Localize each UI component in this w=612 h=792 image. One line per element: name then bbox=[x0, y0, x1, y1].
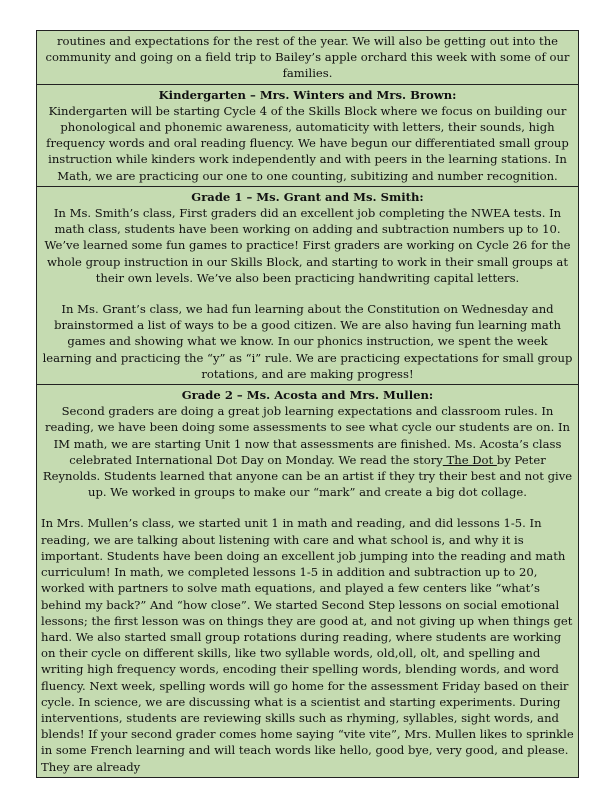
kindergarten-heading: Kindergarten – Mrs. Winters and Mrs. Brown: bbox=[158, 87, 457, 102]
grade2-paragraph-mullen: In Mrs. Mullen’s class, we started unit 1 in math and reading, and did lessons 1-5. In reading, we are talking about listening with care and what school is, and why it is important. Students have been doing an excellent job jumping into the reading and math curriculum! In math, we completed lessons 1-5 in addition and subtraction up to 20, worked with partners to solve math equations, and played a few centers like “what’s behind my back?” And “how close”. We started Second Step lessons on social emotional lessons; the first lesson was on things they are good at, and not giving up when things get hard. We also started small group rotations during reading, where students are working on their cycle on different skills, like two syllable words, old,oll, olt, and spelling and writing high frequency words, encoding their spelling words, blending words, and word fluency. Next week, spelling words will go home for the assessment Friday based on their cycle. In science, we are discussing what is a scientist and starting experiments. During interventions, students are reviewing skills such as rhyming, syllables, sight words, and blends! If your second grader comes home saying “vite vite”, Mrs. Mullen likes to sprinkle in some French learning and will teach words like hello, good bye, very good, and please. They are already bbox=[41, 516, 574, 774]
book-title: The Dot bbox=[442, 452, 497, 467]
grade2-heading: Grade 2 – Ms. Acosta and Mrs. Mullen: bbox=[181, 388, 434, 403]
grade1-paragraph-smith: In Ms. Smith’s class, First graders did an excellent job completing the NWEA tests. In math class, students have been working on adding and subtraction numbers up to 10. We’ve learned some fun games to practice! First graders are working on Cycle 26 for the whole group instruction in our Skills Block, and starting to work in their small groups at their own levels. We’ve also been practicing handwriting capital letters. bbox=[44, 206, 571, 285]
kindergarten-cell bbox=[37, 84, 578, 186]
grade1-paragraph-grant: In Ms. Grant’s class, we had fun learning about the Constitution on Wednesday and brainstormed a list of ways to be a good citizen. We are also having fun learning math games and showing what we know. In our phonics instruction, we spent the week learning and practicing the “y” as “i” rule. We are practicing expectations for small group rotations, and are making progress! bbox=[42, 302, 573, 381]
grade2-cell bbox=[37, 384, 578, 777]
grade1-heading: Grade 1 – Ms. Grant and Ms. Smith: bbox=[191, 189, 424, 204]
grade2-paragraph-acosta bbox=[41, 403, 574, 500]
kindergarten-body: Kindergarten will be starting Cycle 4 of the Skills Block where we focus on building our phonological and phonemic awareness, automaticity with letters, their sounds, high frequency words and oral reading fluency. We have begun our differentiated small group instruction while kinders work independently and with peers in the learning stations. In Math, we are practicing our one to one counting, subitizing and number recognition. bbox=[46, 103, 569, 183]
intro-text: routines and expectations for the rest of the year. We will also be getting out into the community and going on a field trip to Bailey’s apple orchard this week with some of our families. bbox=[45, 34, 570, 81]
grade1-cell bbox=[37, 186, 578, 384]
grade2-acosta-text-2: by Peter Reynolds. Students learned that anyone can be an artist if they try their best and not give up. We worked in groups to make our “mark” and create a big dot collage. bbox=[42, 452, 573, 500]
intro-cell bbox=[37, 31, 578, 84]
grade2-acosta-text-1: Second graders are doing a great job learning expectations and classroom rules. In reading, we have been doing some assessments to see what cycle our students are on. In IM math, we are starting Unit 1 now that assessments are finished. Ms. Acosta’s class celebrated International Dot Day on Monday. We read the story bbox=[44, 404, 571, 467]
newsletter-table bbox=[36, 30, 579, 778]
